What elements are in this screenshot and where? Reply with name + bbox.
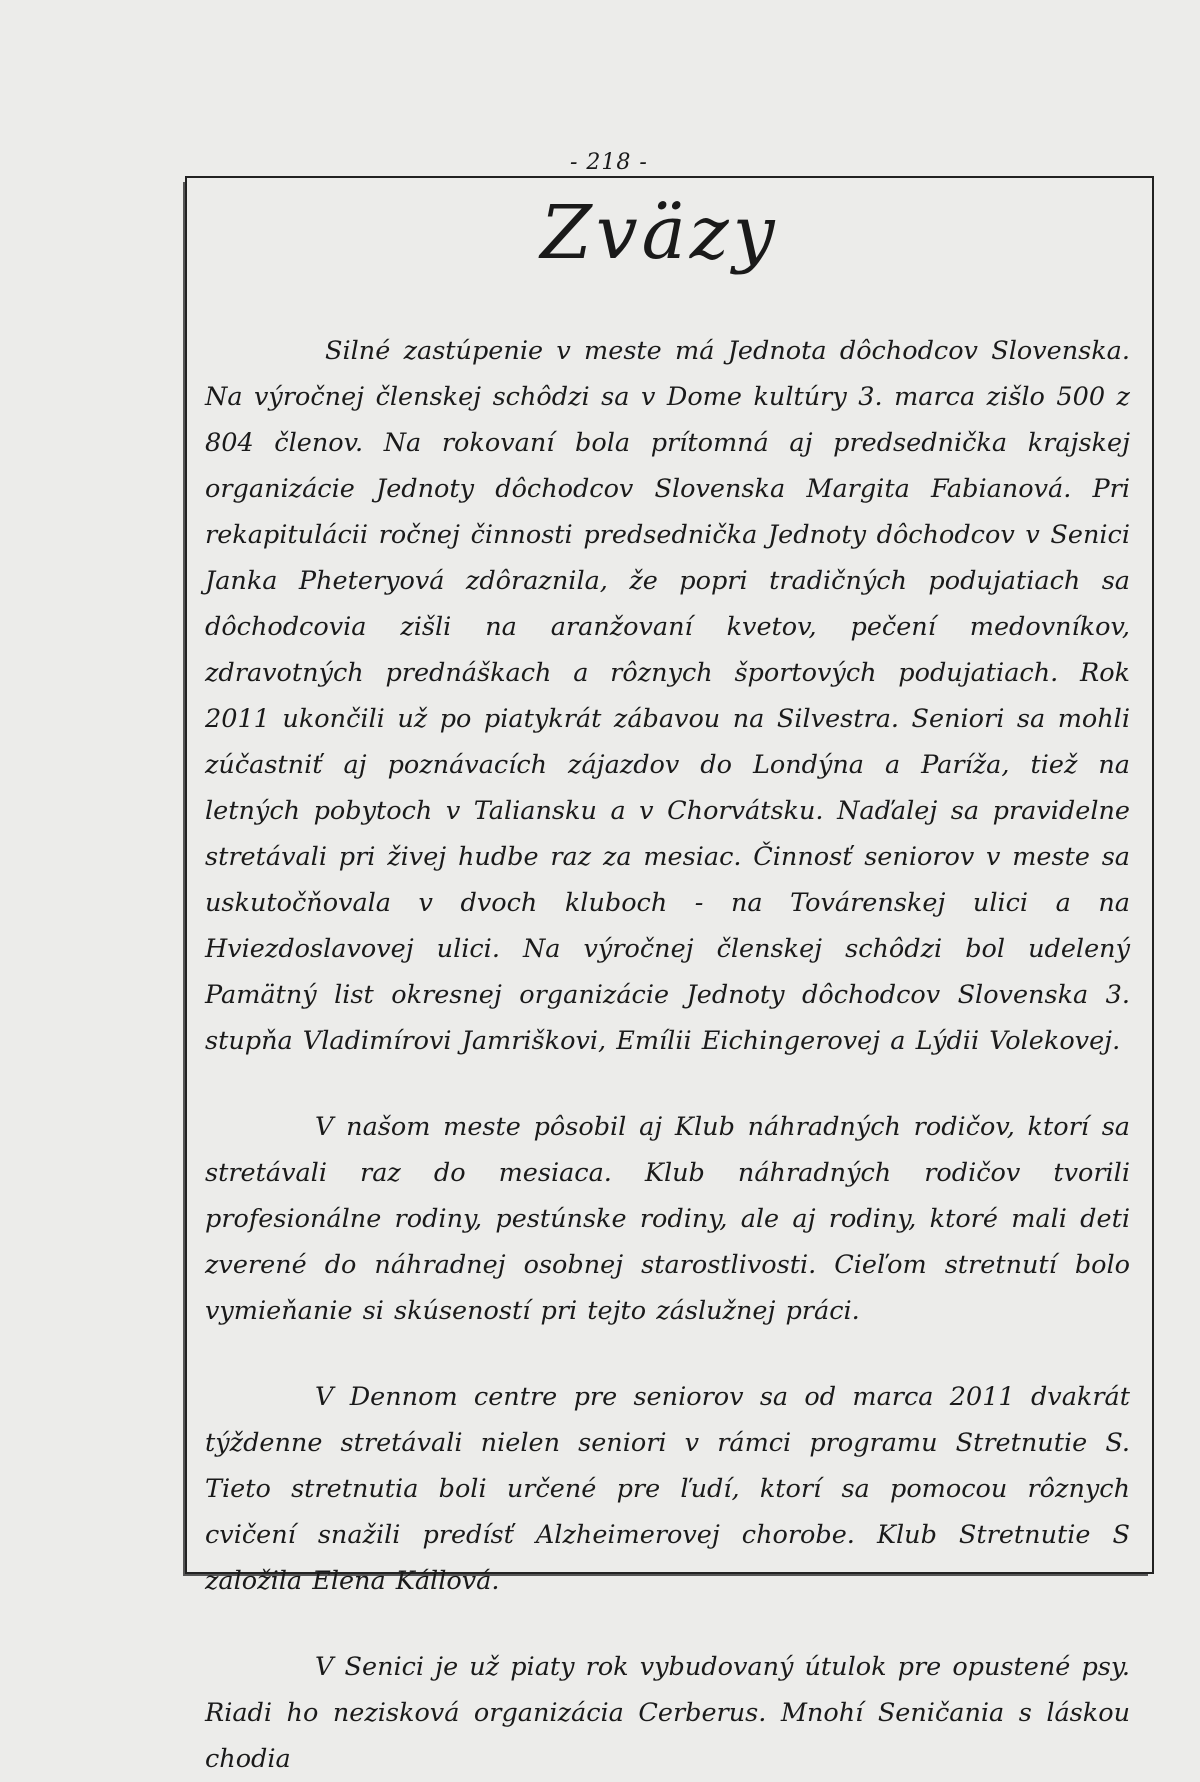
page-frame bbox=[185, 176, 1154, 1774]
paragraph-animal-shelter: V Senici je už piaty rok vybudovaný útulok pre opustené psy. Riadi ho nezisková organizácia Cerberus. Mnohí Seničania s láskou chodia bbox=[205, 1652, 1130, 1774]
chapter-title: Zväzy bbox=[540, 190, 779, 276]
paragraph-seniors-union: Silné zastúpenie v meste má Jednota dôchodcov Slovenska. Na výročnej členskej schôdzi sa v Dome kultúry 3. marca zišlo 500 z 804 členov. Na rokovaní bola prítomná aj predsednička krajskej organizácie Jednoty dôchodcov Slovenska Margita Fabianová. Pri rekapitulácii ročnej činnosti predsednička Jednoty dôchodcov v Senici Janka Pheteryová zdôraznila, že popri tradičných podujatiach sa dôchodcovia zišli na aranžovaní kvetov, pečení medovníkov, zdravotných prednáškach a rôznych športových podujatiach. Rok 2011 ukončili už po piatykrát zábavou na Silvestra. Seniori sa mohli zúčastniť aj poznávacích zájazdov do Londýna a Paríža, tiež na letných pobytoch v Taliansku a v Chorvátsku. Naďalej sa pravidelne stretávali pri živej hudbe raz za mesiac. Činnosť seniorov v meste sa uskutočňovala v dvoch kluboch - na Továrenskej ulici a na Hviezdoslavovej ulici. Na výročnej členskej schôdzi bol udelený Pamätný list okresnej organizácie Jednoty dôchodcov Slovenska 3. stupňa Vladimírovi Jamriškovi, Emílii Eichingerovej a Lýdii Volekovej. bbox=[205, 336, 1130, 1056]
page-number: - 218 - bbox=[570, 150, 648, 175]
chapter-body bbox=[205, 328, 1130, 1782]
paragraph-day-center: V Dennom centre pre seniorov sa od marca 2011 dvakrát týždenne stretávali nielen seniori v rámci programu Stretnutie S. Tieto stretnutia boli určené pre ľudí, ktorí sa pomocou rôznych cvičení snažili predísť Alzheimerovej chorobe. Klub Stretnutie S založila Elena Kállová. bbox=[205, 1382, 1130, 1596]
paragraph-foster-parents-club: V našom meste pôsobil aj Klub náhradných rodičov, ktorí sa stretávali raz do mesiaca. Klub náhradných rodičov tvorili profesionálne rodiny, pestúnske rodiny, ale aj rodiny, ktoré mali deti zverené do náhradnej osobnej starostlivosti. Cieľom stretnutí bolo vymieňanie si skúseností pri tejto záslužnej práci. bbox=[205, 1112, 1130, 1326]
